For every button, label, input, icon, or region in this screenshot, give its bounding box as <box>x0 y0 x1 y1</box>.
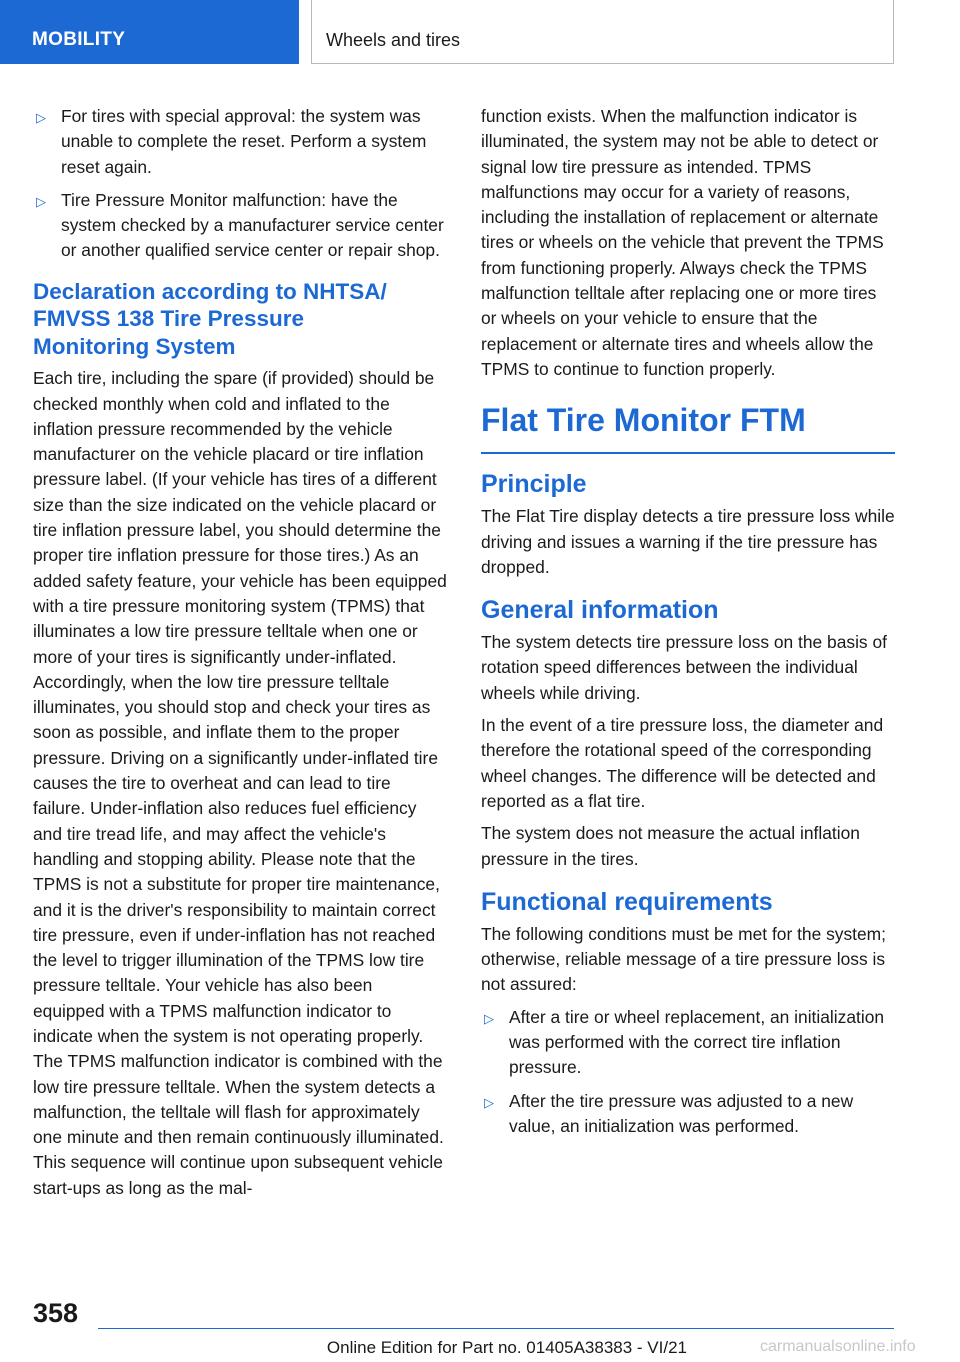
declaration-heading: Declaration according to NHTSA/ FMVSS 138 Tire Pressure Monitoring System <box>33 278 387 359</box>
triangle-bullet-icon: ▷ <box>36 193 46 209</box>
general-info-paragraph: The system does not measure the actual inflation pressure in the tires. <box>481 823 860 869</box>
header-section-label: MOBILITY <box>32 29 126 50</box>
footer-edition: Online Edition for Part no. 01405A38383 - VI/21 <box>326 1338 687 1357</box>
principle-heading: Principle <box>481 470 587 499</box>
triangle-bullet-icon: ▷ <box>484 1010 494 1026</box>
general-info-paragraph: The system detects tire pressure loss on the basis of rotation speed differences between the individual wheels while driving. <box>481 632 887 703</box>
left-bullet-list <box>33 104 447 264</box>
declaration-body: Each tire, including the spare (if provided) should be checked monthly when cold and inflated to the inflation pressure recommended by the vehicle manufacturer on the vehicle placard or tire inflation pressure label. (If your vehicle has tires of a different size than the size indicated on the vehicle placard or tire inflation pressure label, you should determine the proper tire inflation pressure for those tires.) As an added safety feature, your vehicle has been equipped with a tire pressure monitoring system (TPMS) that illuminates a low tire pressure telltale when one or more of your tires is significantly under-inflated. Accordingly, when the low tire pressure telltale illuminates, you should stop and check your tires as soon as possible, and inflate them to the proper pressure. Driving on a significantly under-inflated tire causes the tire to overheat and can lead to tire failure. Under-inflation also reduces fuel efficiency and tire tread life, and may affect the vehicle's handling and stopping ability. Please note that the TPMS is not a substitute for proper tire maintenance, and it is the driver's responsibility to maintain correct tire pressure, even if under-inflation has not reached the level to trigger illumination of the TPMS low tire pressure telltale. Your vehicle has also been equipped with a TPMS malfunction indicator to indicate when the system is not operating properly. The TPMS malfunction indicator is combined with the low tire pressure telltale. When the system detects a malfunction, the telltale will flash for approximately one minute and then remain continuously illuminated. This sequence will continue upon subsequent vehicle start-ups as long as the mal- <box>33 368 447 1198</box>
list-item: ▷ After the tire pressure was adjusted to a new value, an initialization was performed. <box>484 1090 854 1136</box>
chapter-title: Flat Tire Monitor FTM <box>481 400 895 454</box>
header-topic-label: Wheels and tires <box>326 30 461 50</box>
continued-text: function exists. When the malfunction indicator is illuminated, the system may not be able to detect or signal low tire pressure as intended. TPMS malfunctions may occur for a variety of reasons, including the installation of replacement or alternate tires or wheels on the vehicle that prevent the TPMS from functioning properly. Always check the TPMS malfunction telltale after replacing one or more tires or wheels on your vehicle to ensure that the replacement or alternate tires and wheels allow the TPMS to continue to function properly. <box>481 106 884 379</box>
triangle-bullet-icon: ▷ <box>36 110 46 125</box>
list-item: ▷ After a tire or wheel replacement, an initialization was performed with the correct tire inflation pressure. <box>484 1006 885 1078</box>
functional-requirements-heading: Functional requirements <box>481 887 773 916</box>
right-column <box>481 104 895 1147</box>
list-item: ▷ For tires with special approval: the system was unable to complete the reset. Perform a system reset again. <box>36 106 427 177</box>
triangle-bullet-icon: ▷ <box>484 1094 494 1110</box>
functional-requirements-text: The following conditions must be met for the system; otherwise, reliable message of a tire pressure loss is not assured: <box>481 923 886 995</box>
watermark: carmanualsonline.info <box>760 1338 916 1355</box>
general-info-paragraph: In the event of a tire pressure loss, the diameter and therefore the rotational speed of the corresponding wheel changes. The difference will be detected and reported as a flat tire. <box>481 715 884 811</box>
right-bullet-list <box>481 1005 895 1139</box>
principle-text: The Flat Tire display detects a tire pressure loss while driving and issues a warning if the tire pressure has dropped. <box>481 506 895 577</box>
general-info-heading: General information <box>481 596 719 625</box>
footer-divider <box>98 1328 894 1329</box>
list-item: ▷ Tire Pressure Monitor malfunction: have the system checked by a manufacturer service center or another qualified service center or repair shop. <box>36 189 444 261</box>
page-number: 358 <box>33 1298 79 1328</box>
left-column <box>33 104 447 1208</box>
header-topic-box <box>311 0 894 64</box>
header-section-tab <box>0 0 299 64</box>
